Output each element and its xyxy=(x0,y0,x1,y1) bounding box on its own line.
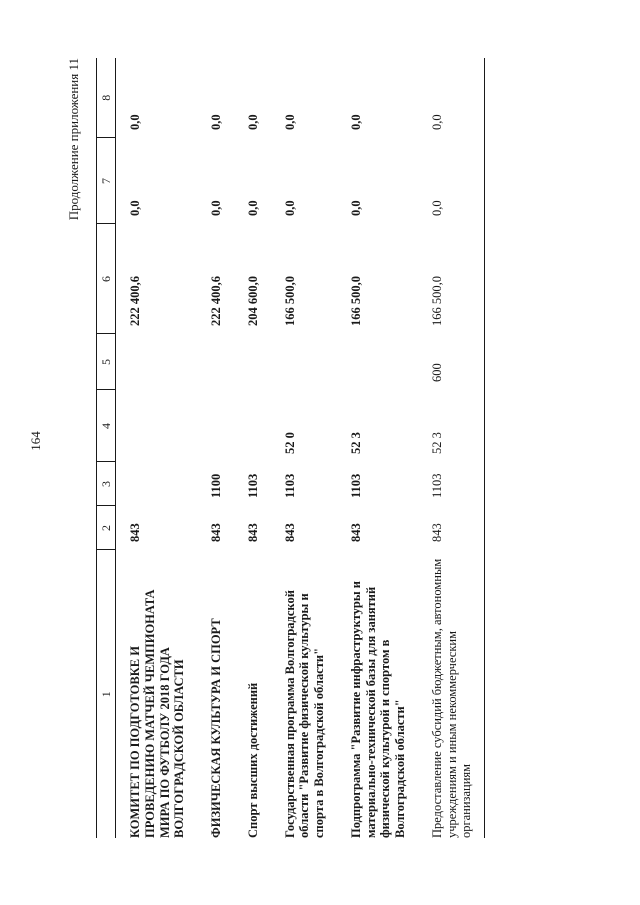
row-value-cell-2: 843 xyxy=(128,523,142,542)
column-header-1: 1 xyxy=(97,550,116,838)
row-value-cell-6: 166 500,0 xyxy=(348,276,363,326)
row-value-cell-7: 0,0 xyxy=(418,138,485,224)
row-name-cell: КОМИТЕТ ПО ПОДГОТОВКЕ И ПРОВЕДЕНИЮ МАТЧЕЙ ЧЕМПИОНАТА МИРА ПО ФУТБОЛУ 2018 ГОДА ВОЛГОГРАДСКОЙ ОБЛАСТИ xyxy=(128,589,187,838)
column-header-6: 6 xyxy=(97,224,116,334)
row-value-cell-6: 166 500,0 xyxy=(282,276,297,326)
row-value-cell-2: 843 xyxy=(209,523,223,542)
budget-table xyxy=(96,58,485,838)
row-value-cell-3: 1103 xyxy=(348,473,363,498)
row-name-cell: Предоставление субсидий бюджетным, автономным учреждениям и иным некоммерческим организациям xyxy=(418,550,485,838)
row-value-cell-6: 222 400,6 xyxy=(209,276,223,326)
row-value-cell-3: 1103 xyxy=(245,473,260,498)
row-value-cell-4: 52 3 xyxy=(418,390,485,462)
row-value-cell-4: 52 3 xyxy=(348,432,363,454)
row-value-cell-7: 0,0 xyxy=(209,200,223,216)
row-name-cell: ФИЗИЧЕСКАЯ КУЛЬТУРА И СПОРТ xyxy=(209,618,223,838)
row-value-cell-2: 843 xyxy=(348,523,363,542)
row-name-cell: Государственная программа Волгоградской области "Развитие физической культуры и спорта в Волгоградской области" xyxy=(282,590,326,838)
column-header-3: 3 xyxy=(97,462,116,506)
table-row xyxy=(116,58,198,838)
column-header-8: 8 xyxy=(97,58,116,138)
table-row xyxy=(234,58,271,838)
row-value-cell-4 xyxy=(116,390,198,462)
column-header-5: 5 xyxy=(97,334,116,390)
row-name-cell: Подпрограмма "Развитие инфраструктуры и материально-технической базы для занятий физической культурой и спортом в Волгоградской области" xyxy=(348,581,407,838)
row-value-cell-5 xyxy=(271,334,337,390)
row-value-cell-5 xyxy=(234,334,271,390)
row-value-cell-8: 0,0 xyxy=(245,114,260,130)
row-value-cell-8: 0,0 xyxy=(418,58,485,138)
column-number-row xyxy=(97,58,116,838)
row-value-cell-5 xyxy=(116,334,198,390)
row-value-cell-8: 0,0 xyxy=(209,114,223,130)
row-value-cell-2: 843 xyxy=(282,523,297,542)
row-value-cell-8: 0,0 xyxy=(282,114,297,130)
page-number: 164 xyxy=(28,431,43,451)
row-value-cell-4 xyxy=(234,390,271,462)
row-value-cell-7: 0,0 xyxy=(245,200,260,216)
budget-table-body xyxy=(116,58,485,838)
table-row xyxy=(197,58,234,838)
column-header-4: 4 xyxy=(97,390,116,462)
row-value-cell-6: 166 500,0 xyxy=(418,224,485,334)
table-row xyxy=(337,58,418,838)
row-value-cell-5 xyxy=(337,334,418,390)
row-value-cell-6: 204 600,0 xyxy=(245,276,260,326)
table-row xyxy=(271,58,337,838)
row-value-cell-8: 0,0 xyxy=(348,114,363,130)
rotated-table-container xyxy=(54,40,599,838)
row-value-cell-5: 600 xyxy=(418,334,485,390)
row-value-cell-7: 0,0 xyxy=(348,200,363,216)
row-value-cell-2: 843 xyxy=(418,506,485,550)
row-value-cell-3: 1103 xyxy=(418,462,485,506)
row-value-cell-3: 1100 xyxy=(209,473,223,498)
row-value-cell-3: 1103 xyxy=(282,473,297,498)
row-value-cell-4 xyxy=(197,390,234,462)
row-value-cell-6: 222 400,6 xyxy=(128,276,142,326)
row-value-cell-2: 843 xyxy=(245,523,260,542)
row-value-cell-7: 0,0 xyxy=(282,200,297,216)
row-name-cell: Спорт высших достижений xyxy=(245,682,260,838)
row-value-cell-8: 0,0 xyxy=(128,114,142,130)
row-value-cell-7: 0,0 xyxy=(128,200,142,216)
column-header-7: 7 xyxy=(97,138,116,224)
appendix-caption: Продолжение приложения 11 xyxy=(66,58,81,221)
row-value-cell-3 xyxy=(116,462,198,506)
row-value-cell-5 xyxy=(197,334,234,390)
row-value-cell-4: 52 0 xyxy=(282,432,297,454)
column-header-2: 2 xyxy=(97,506,116,550)
table-row xyxy=(418,58,485,838)
